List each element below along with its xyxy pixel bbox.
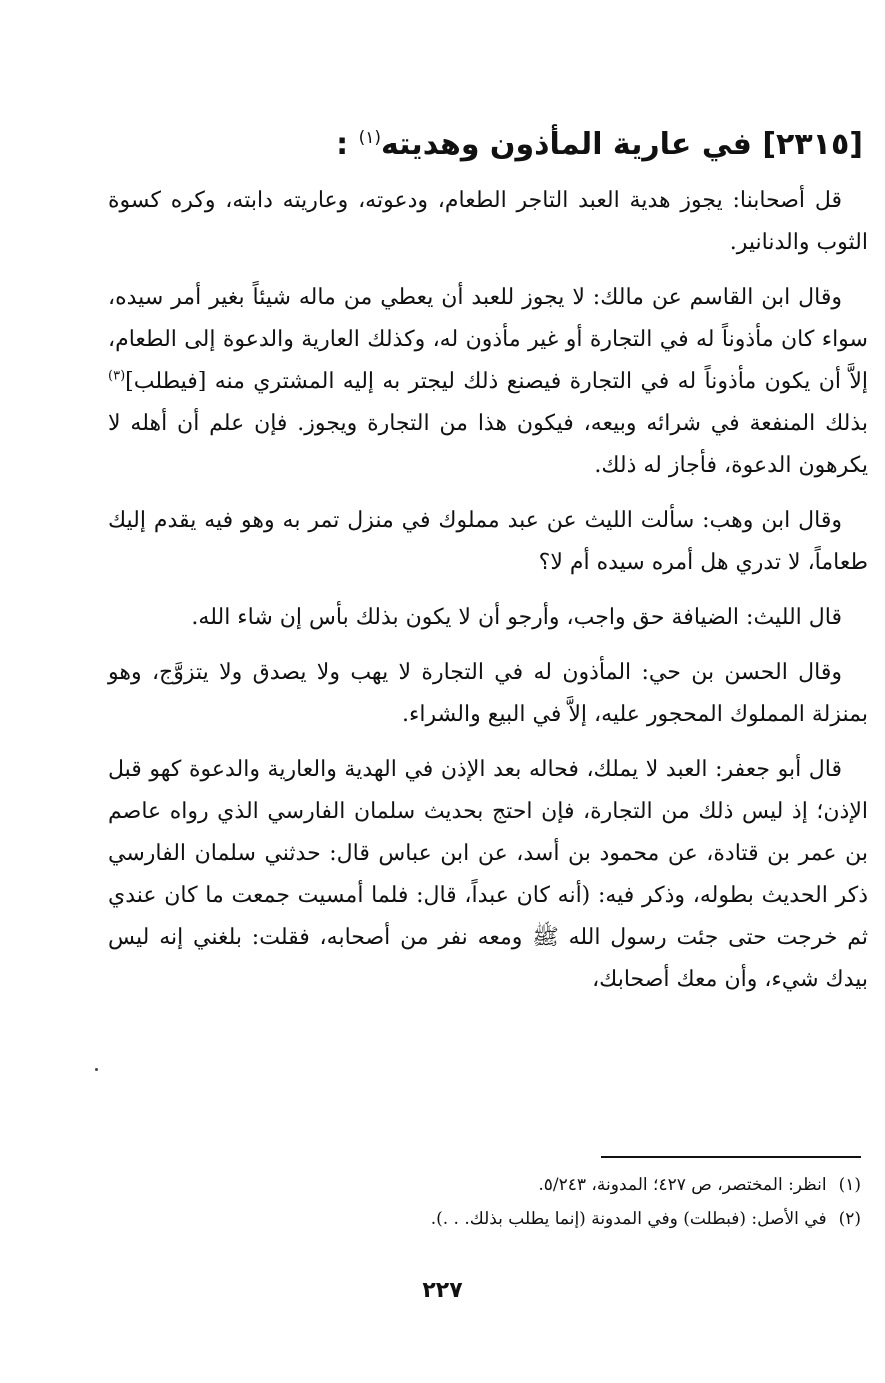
section-title: في عارية المأذون وهديته bbox=[380, 127, 752, 162]
paragraph-2 bbox=[108, 277, 868, 487]
section-number: [٢٣١٥] bbox=[762, 127, 863, 162]
section-footnote-ref: (١) bbox=[358, 128, 381, 148]
paragraph-2-text-b: بذلك المنفعة في شرائه وبيعه، فيكون هذا من التجارة ويجوز. فإن علم أن أهله لا يكرهون الدعوة، فأجاز له ذلك. bbox=[108, 411, 868, 478]
paragraph-1: قل أصحابنا: يجوز هدية العبد التاجر الطعام، ودعوته، وعاريته دابته، وكره كسوة الثوب والدنانير. bbox=[108, 188, 868, 255]
section-heading bbox=[300, 112, 863, 171]
footnote-1-text: انظر: المختصر، ص ٤٢٧؛ المدونة، ٥/٢٤٣. bbox=[538, 1175, 827, 1195]
footnotes bbox=[111, 1168, 861, 1236]
footnote-1 bbox=[111, 1168, 861, 1202]
footnote-divider bbox=[601, 1156, 861, 1158]
margin-dot bbox=[95, 1068, 98, 1071]
paragraph-6: قال أبو جعفر: العبد لا يملك، فحاله بعد الإذن في الهدية والعارية والدعوة كهو قبل الإذن؛ إذ ليس ذلك من التجارة، فإن احتج بحديث سلمان الفارسي الذي رواه عاصم بن عمر بن قتادة، عن محمود بن أسد، عن ابن عباس قال: حدثني سلمان الفارسي ذكر الحديث بطوله، وذكر فيه: (أنه كان عبداً، قال: فلما أمسيت جمعت ما كان عندي ثم خرجت حتى جئت رسول الله ﷺ ومعه نفر من أصحابه، فقلت: بلغني إنه ليس بيدك شيء، وأن معك أصحابك، bbox=[108, 757, 868, 992]
paragraph-4: قال الليث: الضيافة حق واجب، وأرجو أن لا يكون بذلك بأس إن شاء الله. bbox=[191, 605, 842, 630]
footnote-2 bbox=[111, 1202, 861, 1236]
paragraph-2-footnote-ref: (٣) bbox=[108, 368, 126, 384]
section-colon: : bbox=[336, 127, 349, 162]
page-number: ٢٢٧ bbox=[422, 1278, 463, 1303]
body-text bbox=[108, 180, 868, 1001]
paragraph-2-text-a: وقال ابن القاسم عن مالك: لا يجوز للعبد أن يعطي من ماله شيئاً بغير أمر سيده، سواء كان مأذوناً له في التجارة أو غير مأذون له، وكذلك العارية والدعوة إلى الطعام، إلاَّ أن يكون مأذوناً له في التجارة فيصنع ذلك ليجتر به إليه المشتري منه [فيطلب] bbox=[108, 285, 868, 394]
footnote-1-number: (١) bbox=[838, 1175, 861, 1195]
footnote-2-text: في الأصل: (فبطلت) وفي المدونة (إنما يطلب بذلك. . .). bbox=[430, 1209, 827, 1229]
paragraph-3: وقال ابن وهب: سألت الليث عن عبد مملوك في منزل تمر به وهو فيه يقدم إليك طعاماً، لا تدري هل أمره سيده أم لا؟ bbox=[108, 508, 868, 575]
paragraph-5: وقال الحسن بن حي: المأذون له في التجارة لا يهب ولا يصدق ولا يتزوَّج، وهو بمنزلة المملوك المحجور عليه، إلاَّ في البيع والشراء. bbox=[108, 660, 868, 727]
footnote-2-number: (٢) bbox=[838, 1209, 861, 1229]
